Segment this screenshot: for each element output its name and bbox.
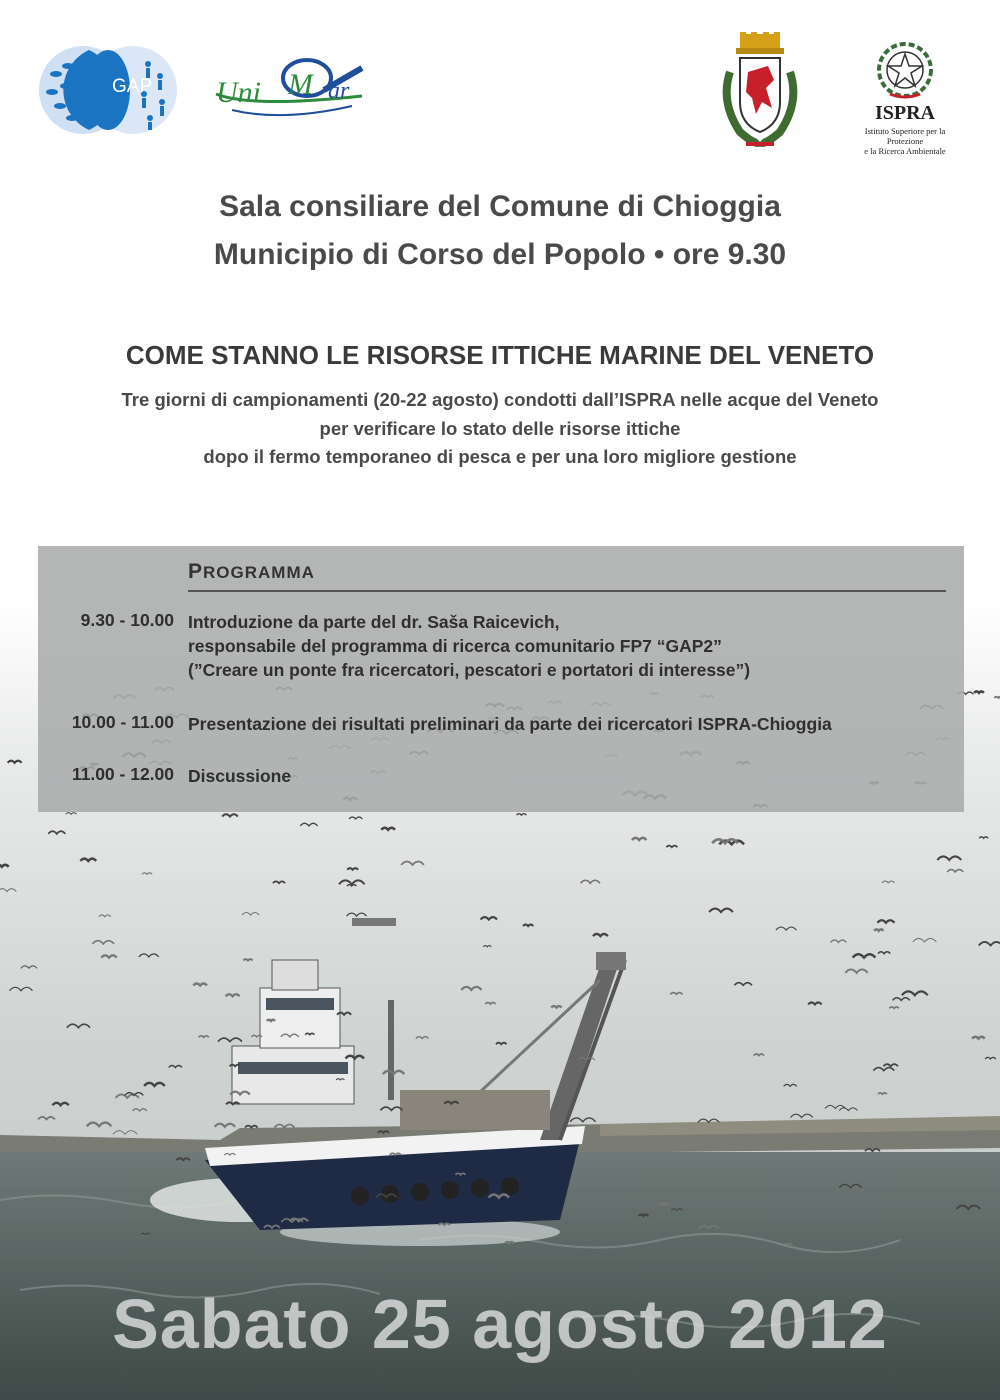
ispra-logo xyxy=(850,40,960,156)
programme-item-1-time: 9.30 - 10.00 xyxy=(80,610,174,630)
programme-divider xyxy=(188,590,946,592)
ispra-logo-label: ISPRA xyxy=(874,102,935,124)
venue-line-2: Municipio di Corso del Popolo • ore 9.30 xyxy=(213,238,787,271)
programme-item-1-line-3: (”Creare un ponte fra ricercatori, pescatori e portatori di interesse”) xyxy=(188,660,751,680)
programme-item-2-text: Presentazione dei risultati preliminari da parte dei ricercatori ISPRA-Chioggia xyxy=(188,714,832,734)
seagull-icon xyxy=(505,1242,513,1243)
programme-item-3-time: 11.00 - 12.00 xyxy=(71,764,174,784)
programme-panel xyxy=(38,546,964,812)
seagull-icon xyxy=(551,1006,561,1008)
event-title: COME STANNO LE RISORSE ITTICHE MARINE DEL VENETO xyxy=(125,340,875,370)
seagull-icon xyxy=(974,691,984,692)
programme-item-1-text xyxy=(188,610,750,682)
event-date: Sabato 25 agosto 2012 xyxy=(112,1285,888,1363)
gap-logo xyxy=(38,40,178,140)
seagull-icon xyxy=(347,868,358,870)
event-subtitle-line-3: dopo il fermo temporaneo di pesca e per una loro migliore gestione xyxy=(203,446,797,467)
event-subtitle-line-2: per verificare lo stato delle risorse ittiche xyxy=(319,418,681,439)
seagull-icon xyxy=(878,1093,887,1094)
programme-title-initial: P xyxy=(188,560,204,583)
seagull-icon xyxy=(243,959,252,960)
programme-title xyxy=(188,560,315,584)
seagull-icon xyxy=(639,1214,649,1215)
programme-title-rest: ROGRAMMA xyxy=(203,563,315,582)
seagull-icon xyxy=(659,1203,669,1204)
seagull-icon xyxy=(994,697,1000,698)
ispra-logo-subtitle xyxy=(850,126,960,156)
seagull-icon xyxy=(523,925,533,927)
venue-line-1: Sala consiliare del Comune di Chioggia xyxy=(219,190,781,223)
programme-item-2-time: 10.00 - 11.00 xyxy=(71,712,174,732)
seagull-icon xyxy=(381,828,395,830)
svg-text:M: M xyxy=(288,68,313,101)
ispra-subtitle-line-2: e la Ricerca Ambientale xyxy=(864,146,946,156)
svg-text:Uni: Uni xyxy=(216,76,261,109)
programme-item-1-line-2: responsabile del programma di ricerca comunitario FP7 “GAP2” xyxy=(188,636,722,656)
seagull-icon xyxy=(874,929,883,930)
ispra-subtitle-line-1: Istituto Superiore per la Protezione xyxy=(864,126,946,146)
seagull-icon xyxy=(193,983,207,985)
programme-item-3-text: Discussione xyxy=(188,766,292,786)
programme-item-1-line-1: Introduzione da parte del dr. Saša Raicevich, xyxy=(188,612,560,632)
svg-text:ar: ar xyxy=(328,78,350,104)
chioggia-coat-of-arms-icon xyxy=(716,32,804,150)
seagull-icon xyxy=(889,1007,899,1008)
seagull-icon xyxy=(267,1020,275,1021)
gap-logo-text: GAP xyxy=(112,76,153,97)
event-subtitle-line-1: Tre giorni di campionamenti (20-22 agosto) condotti dall’ISPRA nelle acque del Veneto xyxy=(121,389,879,410)
seagull-icon xyxy=(972,1037,984,1039)
unimar-logo xyxy=(212,50,367,125)
